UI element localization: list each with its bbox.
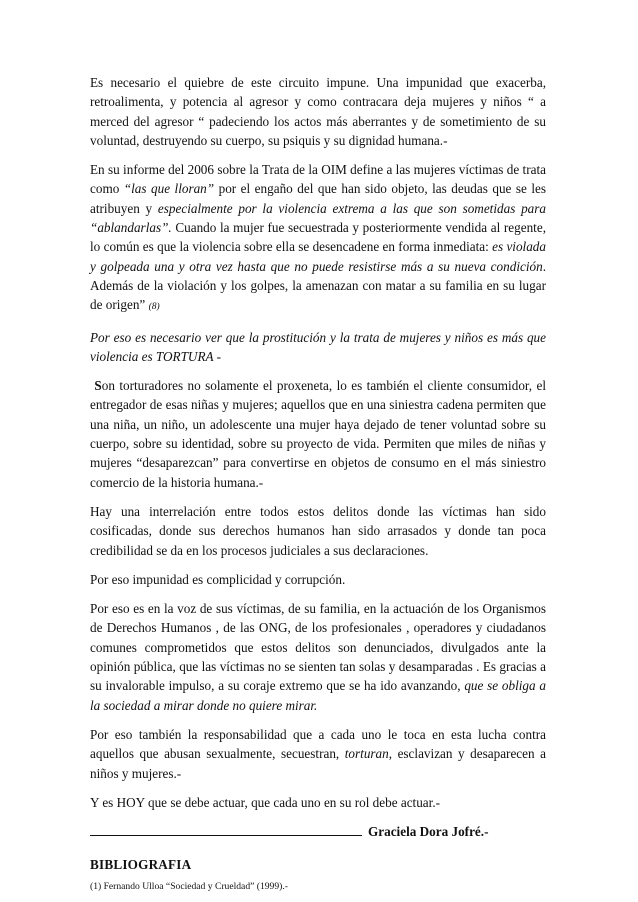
- italic-violence-quote: especialmente por la violencia extrema a las que son sometidas para “ablandarlas”.: [90, 200, 546, 236]
- italic-violada-quote: es violada y golpeada una y otra vez hasta que no puede resistirse más a su nueva condición: [90, 239, 546, 274]
- footnote-reference: (8): [148, 302, 160, 313]
- bibliography-heading: BIBLIOGRAFIA: [90, 857, 192, 873]
- text-span: Cuando la mujer fue secuestrada y posteriormente vendida al regente, lo común es que la violencia sobre ella se desencadene en forma inmediata:: [90, 220, 546, 255]
- signature-line: [90, 822, 546, 841]
- signature-name: Graciela Dora Jofré.-: [368, 824, 489, 840]
- text-span: Por eso también la responsabilidad que a cada uno le toca en esta lucha contra aquellos que abusan sexualmente, secuestran,: [90, 726, 546, 762]
- text-span: Por eso es en la voz de sus víctimas, de su familia, en la actuación de los Organismos de Derechos Humanos , de las ONG, de los profesionales , operadores y ciudadanos comunes comprometidos que estos delitos son denunciados, divulgados ante la opinión pública, que las víctimas no se sienten tan solas y desamparadas . Es gracias a su invalorable impulso, a su coraje extremo que se ha ido avanzando,: [90, 601, 546, 694]
- text-span: . Además de la violación y los golpes, la amenazan con matar a su familia en su lugar de origen”: [90, 258, 546, 313]
- document-body: [90, 73, 546, 894]
- signature-underline: [90, 822, 362, 836]
- paragraph-responsibility: [90, 725, 546, 783]
- paragraph-complicity: Por eso impunidad es complicidad y corrupción.: [90, 571, 346, 587]
- paragraph-victims-voice: [90, 599, 546, 715]
- bibliography-item: (1) Fernando Ulloa “Sociedad y Crueldad” (1999).-: [90, 881, 288, 893]
- quote-las-que-lloran: “las que lloran”: [123, 181, 215, 197]
- paragraph-torturers: [90, 376, 546, 492]
- paragraph-impunity: Es necesario el quiebre de este circuito impune. Una impunidad que exacerba, retroalimenta, y potencia al agresor y como contracara deja mujeres y niños “ a merced del agresor “ padeciendo los actos más aberrantes y de sometimiento de su voluntad, destruyendo su cuerpo, su psiquis y su dignidad humana.-: [90, 75, 546, 148]
- text-span: , esclavizan y desaparecen a niños y mujeres.-: [90, 746, 546, 781]
- text-span: por el engaño del que han sido objeto, las deudas que se les atribuyen y: [90, 181, 547, 216]
- italic-torturan: torturan: [344, 746, 389, 762]
- paragraph-act-now: Y es HOY que se debe actuar, que cada uno en su rol debe actuar.-: [90, 794, 441, 810]
- text-span: on torturadores no solamente el proxeneta, lo es también el cliente consumidor, el entregador de esas niñas y mujeres; aquellos que en una siniestra cadena permiten que una niña, un niño, un adolescente una mujer haya dejado de tener voluntad sobre su cuerpo, sobre su identidad, sobre su proyecto de vida. Permiten que miles de niñas y mujeres “desaparezcan” para convertirse en objetos de consumo en el más siniestro comercio de la historia humana.-: [90, 378, 546, 490]
- paragraph-interrelation: Hay una interrelación entre todos estos delitos donde las víctimas han sido cosificadas, donde sus derechos humanos han sido arrasados y donde tan poca credibilidad se da en los procesos judiciales a sus declaraciones.: [90, 503, 546, 558]
- paragraph-oim-report: [90, 160, 546, 317]
- paragraph-tortura: Por eso es necesario ver que la prostitución y la trata de mujeres y niños es más que violencia es TORTURA -: [90, 329, 546, 364]
- text-span: En su informe del 2006 sobre la Trata de la OIM define a las mujeres víctimas de trata como: [90, 162, 546, 197]
- italic-society-quote: que se obliga a la sociedad a mirar donde no quiere mirar.: [90, 678, 547, 713]
- drop-letter: S: [94, 378, 102, 394]
